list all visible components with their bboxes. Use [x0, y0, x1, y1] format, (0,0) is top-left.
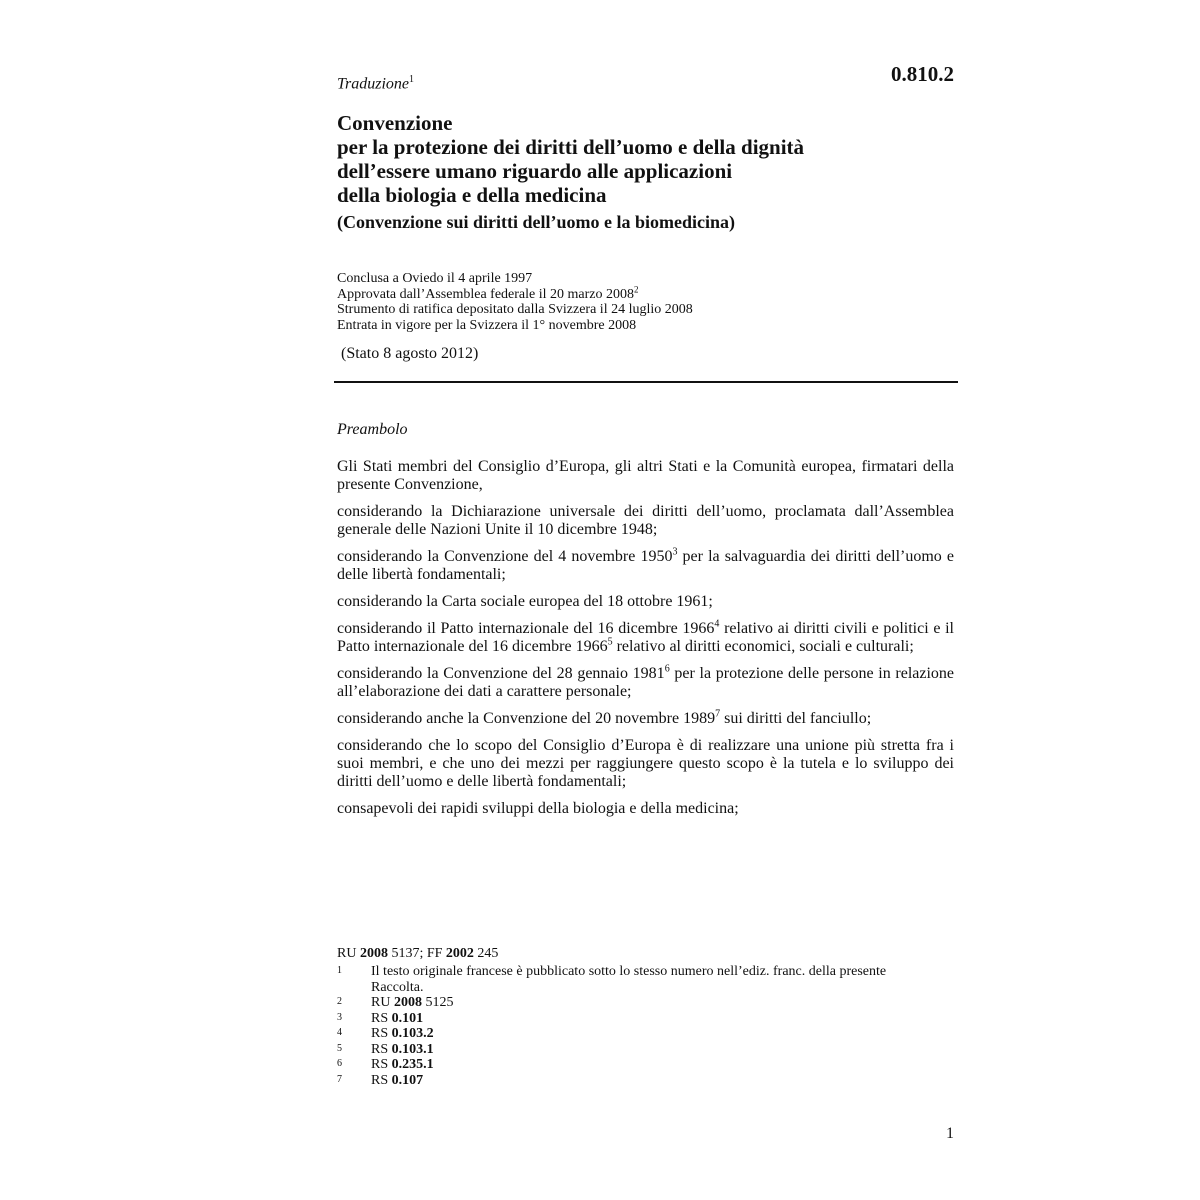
preamble-paragraph-5 — [337, 620, 954, 656]
footnote-1 — [337, 964, 937, 995]
sr-number: 0.810.2 — [891, 62, 954, 86]
ru-prefix: RU — [337, 946, 360, 961]
page-number: 1 — [946, 1125, 954, 1142]
footnote-7 — [337, 1073, 937, 1089]
fn-bold: 0.101 — [391, 1010, 424, 1026]
status-date: (Stato 8 agosto 2012) — [341, 345, 479, 362]
p7-text-a: considerando anche la Convenzione del 20 novembre 1989 — [337, 710, 716, 727]
dates-block — [337, 271, 693, 333]
fn-bold: 0.103.1 — [391, 1041, 434, 1057]
ff-year: 2002 — [445, 946, 474, 961]
entry-into-force-date: Entrata in vigore per la Svizzera il 1° novembre 2008 — [337, 317, 637, 333]
footnote-ref-5[interactable]: 5 — [607, 636, 613, 648]
fn-prefix: RS — [371, 1026, 392, 1041]
footnotes-section — [337, 946, 937, 1088]
footnote-2 — [337, 995, 937, 1011]
title-line-1: Convenzione — [337, 111, 453, 135]
fn-prefix: RS — [371, 1072, 392, 1088]
header-divider — [334, 381, 958, 383]
footnote-ref-2[interactable]: 2 — [634, 283, 639, 294]
preamble-heading: Preambolo — [337, 421, 408, 438]
source-references — [337, 946, 937, 962]
document-subtitle: (Convenzione sui diritti dell’uomo e la biomedicina) — [337, 212, 735, 232]
p7-text-b: sui diritti del fanciullo; — [720, 710, 872, 727]
title-line-2: per la protezione dei diritti dell’uomo e della dignità — [337, 135, 805, 159]
concluded-date: Conclusa a Oviedo il 4 aprile 1997 — [337, 271, 533, 286]
ff-page: 245 — [473, 946, 499, 961]
translation-text: Traduzione — [337, 75, 410, 93]
fn-bold: 0.103.2 — [391, 1026, 434, 1041]
footnote-text — [371, 1011, 937, 1027]
fn-suffix: 5125 — [421, 995, 454, 1010]
document-title — [337, 111, 957, 233]
footnote-text — [371, 1026, 937, 1042]
footnote-text — [371, 1057, 937, 1073]
title-line-3: dell’essere umano riguardo alle applicazioni — [337, 159, 733, 183]
ratification-date: Strumento di ratifica depositato dalla Svizzera il 24 luglio 2008 — [337, 302, 693, 317]
p5-text-a: considerando il Patto internazionale del 16 dicembre 1966 — [337, 620, 715, 637]
preamble-paragraph-8: considerando che lo scopo del Consiglio d’Europa è di realizzare una unione più stretta fra i suoi membri, e che uno dei mezzi per raggiungere questo scopo è la tutela e lo sviluppo dei diritti dell’uomo e delle libertà fondamentali; — [337, 737, 954, 790]
footnote-text — [371, 1073, 937, 1089]
approved-date — [337, 283, 693, 303]
footnote-text — [371, 1042, 937, 1058]
title-line-4: della biologia e della medicina — [337, 183, 607, 207]
preamble-paragraph-4: considerando la Carta sociale europea del 18 ottobre 1961; — [337, 593, 713, 610]
p6-text-b: per la protezione delle persone in relazione all’elaborazione dei dati a carattere personale; — [337, 665, 955, 700]
p5-text-c: relativo al diritti economici, sociali e culturali; — [612, 638, 914, 655]
footnote-number: 5 — [337, 1042, 342, 1054]
preamble-paragraph-7 — [337, 710, 954, 728]
p3-text-b: per la salvaguardia dei diritti dell’uomo e delle libertà fondamentali; — [337, 548, 955, 583]
fn-bold: 0.107 — [391, 1072, 424, 1088]
footnote-number: 2 — [337, 996, 342, 1007]
preamble-paragraph-3 — [337, 548, 954, 584]
footnote-3 — [337, 1011, 937, 1027]
translation-label — [337, 74, 414, 93]
preamble-paragraph-2: considerando la Dichiarazione universale dei diritti dell’uomo, proclamata dall’Assemblea generale delle Nazioni Unite il 10 dicembre 1948; — [337, 503, 954, 538]
p5-text-b: relativo ai diritti civili e politici e il Patto internazionale del 16 dicembre 1966 — [337, 620, 954, 655]
p6-text-a: considerando la Convenzione del 28 gennaio 1981 — [337, 665, 665, 682]
ru-page: 5137; FF — [387, 946, 446, 961]
footnote-4 — [337, 1026, 937, 1042]
fn-prefix: RU — [371, 995, 394, 1010]
preamble-paragraph-6 — [337, 665, 954, 701]
footnote-number: 3 — [337, 1011, 342, 1023]
fn-prefix: RS — [371, 1057, 392, 1072]
fn-prefix: RS — [371, 1010, 392, 1026]
footnote-text — [371, 995, 937, 1011]
footnote-5 — [337, 1042, 937, 1058]
ru-year: 2008 — [359, 946, 388, 961]
fn-prefix: RS — [371, 1041, 392, 1057]
footnote-ref-7[interactable]: 7 — [715, 708, 721, 720]
footnote-6 — [337, 1057, 937, 1073]
footnote-number: 4 — [337, 1027, 342, 1038]
footnote-ref-3[interactable]: 3 — [672, 546, 678, 558]
preamble-paragraph-9: consapevoli dei rapidi sviluppi della biologia e della medicina; — [337, 800, 739, 817]
footnote-number: 6 — [337, 1058, 342, 1069]
footnote-ref-6[interactable]: 6 — [664, 663, 670, 675]
footnote-number: 7 — [337, 1073, 342, 1085]
footnote-ref-4[interactable]: 4 — [714, 618, 720, 630]
footnote-ref-1[interactable]: 1 — [409, 74, 415, 85]
preamble-paragraph-1: Gli Stati membri del Consiglio d’Europa, gli altri Stati e la Comunità europea, firmatari della presente Convenzione, — [337, 458, 954, 493]
fn-bold: 2008 — [393, 995, 422, 1010]
p3-text-a: considerando la Convenzione del 4 novembre 1950 — [337, 548, 673, 565]
footnote-number: 1 — [337, 965, 342, 976]
footnote-text: Il testo originale francese è pubblicato sotto lo stesso numero nell’ediz. franc. della presente Raccolta. — [371, 964, 887, 995]
fn-bold: 0.235.1 — [391, 1057, 434, 1072]
preamble-body — [337, 458, 954, 827]
approved-text: Approvata dall’Assemblea federale il 20 marzo 2008 — [337, 286, 635, 302]
